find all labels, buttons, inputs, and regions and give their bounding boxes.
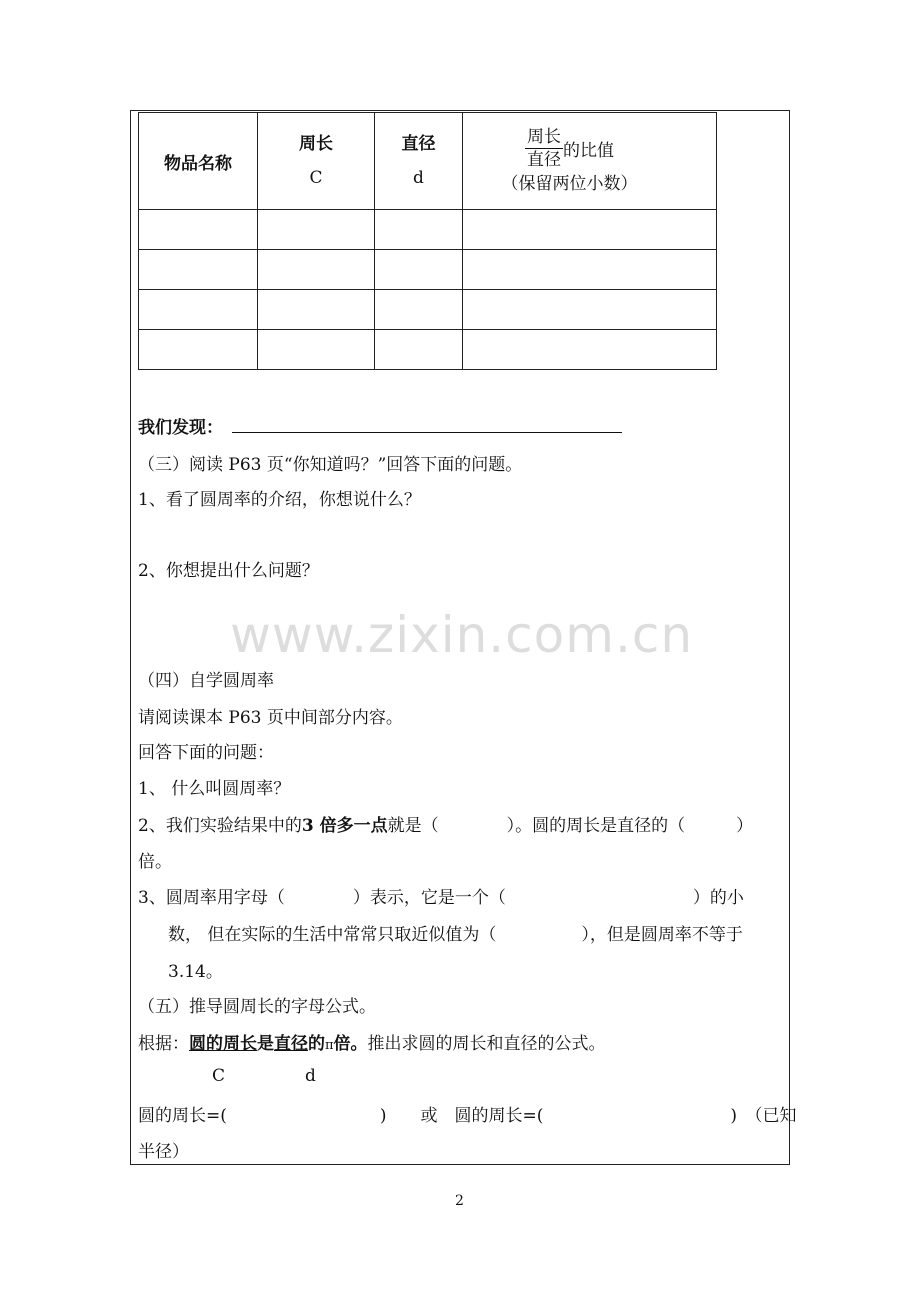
- symbol-d: d: [305, 1066, 316, 1086]
- ratio-numerator: 周长: [527, 126, 561, 147]
- basis-pi: π: [325, 1038, 334, 1053]
- symbol-c: C: [212, 1066, 226, 1086]
- table-row: [139, 330, 717, 370]
- section4-question-1: 1、 什么叫圆周率？: [138, 779, 291, 799]
- table-cell[interactable]: [139, 250, 258, 290]
- basis-diameter: 直径: [274, 1034, 308, 1054]
- header-item-name-label: 物品名称: [164, 153, 232, 174]
- q2-middle: 就是（ ）。圆的周长是直径的（ ）: [387, 816, 754, 836]
- table-row: [139, 210, 717, 250]
- section3-question-2: 2、你想提出什么问题？: [138, 561, 319, 581]
- table-cell[interactable]: [375, 210, 463, 250]
- q2-bold-text: 3 倍多一点: [301, 816, 388, 836]
- formula-line-end: 半径）: [138, 1142, 189, 1162]
- section4-question-3-line1: 3、圆周率用字母（ ）表示，它是一个（ ）的小: [138, 888, 744, 908]
- table-cell[interactable]: [375, 330, 463, 370]
- table-row: [139, 250, 717, 290]
- section3-question-1: 1、看了圆周率的介绍，你想说什么？: [138, 490, 421, 510]
- table-cell[interactable]: [463, 290, 717, 330]
- basis-circumference: 圆的周长: [189, 1034, 257, 1054]
- section5-title: （五）推导圆周长的字母公式。: [138, 997, 376, 1017]
- formula-line: 圆的周长=( ) 或 圆的周长=( ) （已知: [138, 1106, 797, 1126]
- table-header-row: [139, 113, 717, 210]
- table-cell[interactable]: [375, 290, 463, 330]
- table-cell[interactable]: [463, 210, 717, 250]
- basis-rest: 推出求圆的周长和直径的公式。: [367, 1034, 606, 1054]
- header-diameter-symbol: d: [413, 168, 424, 188]
- ratio-fraction: [525, 126, 563, 171]
- section4-answer-prompt: 回答下面的问题：: [138, 743, 274, 763]
- section4-question-3-line2: 数， 但在实际的生活中常常只取近似值为（ ），但是圆周率不等于: [168, 925, 743, 945]
- page-number: 2: [455, 1193, 464, 1209]
- header-item-name: [139, 113, 258, 210]
- watermark: www.zixin.com.cn: [230, 606, 694, 664]
- section4-title: （四）自学圆周率: [138, 671, 274, 691]
- basis-label: 根据：: [138, 1034, 189, 1054]
- ratio-suffix: 的比值: [563, 140, 614, 161]
- table-cell[interactable]: [463, 250, 717, 290]
- table-row: [139, 290, 717, 330]
- header-circumference-label: 周长: [299, 134, 333, 154]
- section4-question-2-end: 倍。: [138, 852, 172, 872]
- ratio-note: （保留两位小数）: [501, 173, 638, 194]
- ratio-denominator: 直径: [527, 149, 561, 170]
- table-cell[interactable]: [463, 330, 717, 370]
- header-circumference-symbol: C: [309, 168, 323, 188]
- findings-answer-blank[interactable]: [232, 432, 622, 433]
- header-diameter-label: 直径: [401, 134, 436, 154]
- section5-basis: [138, 1029, 606, 1054]
- header-ratio-fraction-line: [423, 126, 716, 171]
- q2-prefix: 2、我们实验结果中的: [138, 816, 302, 836]
- header-ratio: [463, 113, 717, 210]
- section4-question-3-line3: 3.14。: [168, 962, 223, 982]
- section3-title: （三）阅读 P63 页“你知道吗？”回答下面的问题。: [138, 455, 523, 475]
- basis-is: 是: [257, 1034, 274, 1054]
- table-cell[interactable]: [139, 290, 258, 330]
- table-cell[interactable]: [139, 330, 258, 370]
- table-cell[interactable]: [258, 290, 375, 330]
- table-cell[interactable]: [258, 330, 375, 370]
- header-circumference: [258, 113, 375, 210]
- basis-of: 的: [308, 1034, 325, 1054]
- findings-label: 我们发现：: [138, 418, 223, 438]
- section4-question-2: [138, 811, 753, 836]
- basis-times: 倍。: [333, 1034, 368, 1054]
- table-cell[interactable]: [258, 250, 375, 290]
- section4-instruction: 请阅读课本 P63 页中间部分内容。: [138, 708, 403, 728]
- table-cell[interactable]: [139, 210, 258, 250]
- table-cell[interactable]: [375, 250, 463, 290]
- measurement-table: [138, 112, 717, 370]
- table-cell[interactable]: [258, 210, 375, 250]
